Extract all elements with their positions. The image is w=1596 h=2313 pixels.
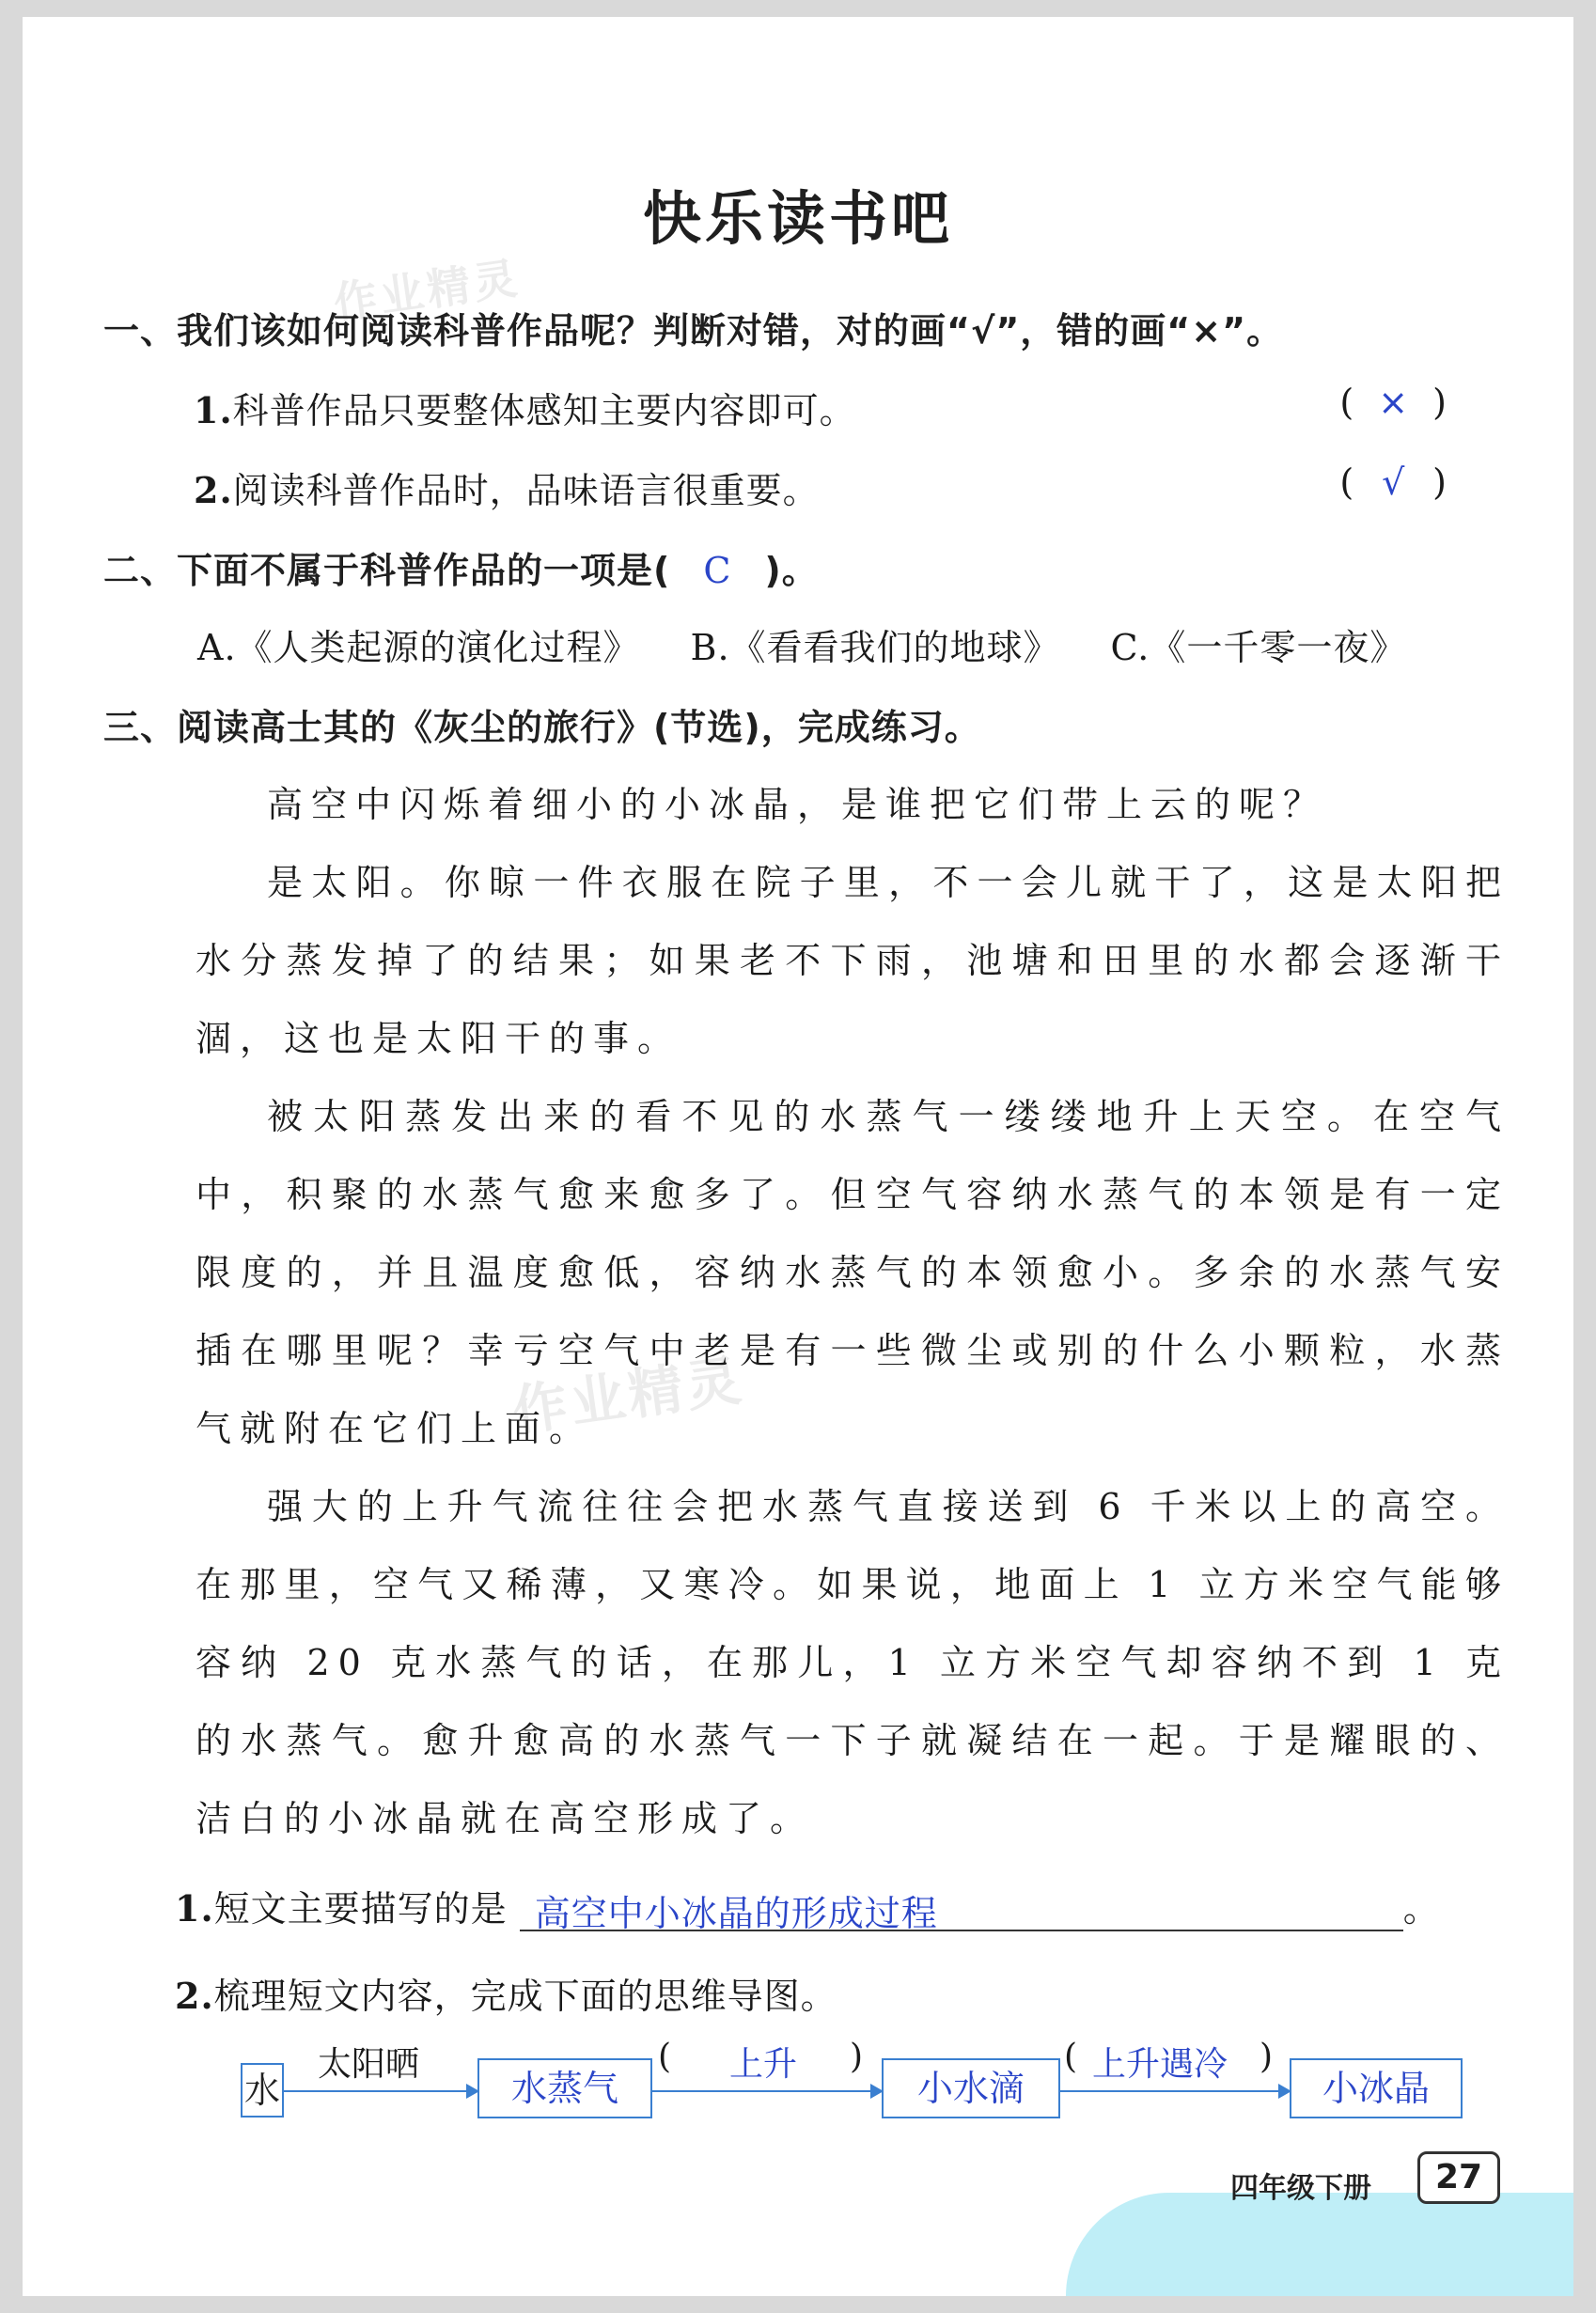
section2-heading-end: )。: [764, 550, 819, 591]
footer-corner-decoration: [1066, 2193, 1573, 2296]
page-title: 快乐读书吧: [642, 184, 953, 253]
question-end: 。: [1402, 1888, 1440, 1930]
mindmap-label-1: 太阳晒: [318, 2045, 420, 2084]
question-number: 2.: [194, 469, 233, 511]
options-row: [197, 618, 1406, 670]
mindmap-paren-close: ): [1260, 2038, 1274, 2076]
arrow-icon: [284, 2090, 477, 2092]
question-number: 1.: [175, 1887, 214, 1930]
mindmap-box-3: 小冰晶: [1290, 2058, 1463, 2118]
passage-paragraph: 强大的上升气流往往会把水蒸气直接送到 6 千米以上的高空。在那里，空气又稀薄，又寒冷。如果说，地面上 1 立方米空气能够容纳 20 克水蒸气的话，在那儿，1 立方米空气却容纳不到 1 克的水蒸气。愈升愈高的水蒸气一下子就凝结在一起。于是耀眼的、洁白的小冰晶就在高空形成了。: [196, 1486, 1510, 1839]
question-3-1: [175, 1880, 1440, 1934]
question-text: 阅读科普作品时，品味语言很重要。: [232, 470, 820, 511]
answer-mark: ×: [1378, 382, 1409, 423]
question-text: 短文主要描写的是: [213, 1888, 508, 1930]
mindmap-box-2: 小水滴: [882, 2058, 1060, 2118]
question-3-2: [175, 1967, 837, 2019]
option-a: A.《人类起源的演化过程》: [197, 627, 640, 668]
option-c: C.《一千零一夜》: [1110, 627, 1407, 668]
passage-paragraph: 高空中闪烁着细小的小冰晶，是谁把它们带上云的呢？: [267, 784, 1328, 825]
mindmap-paren-open: (: [1064, 2038, 1078, 2076]
mindmap-label-2: 上升: [729, 2045, 798, 2084]
section2-heading-start: 二、下面不属于科普作品的一项是(: [103, 550, 671, 591]
reading-passage: [196, 766, 1510, 1858]
option-b: B.《看看我们的地球》: [690, 627, 1060, 668]
page-number: 27: [1417, 2151, 1500, 2204]
arrow-icon: [652, 2090, 882, 2092]
passage-paragraph: 是太阳。你晾一件衣服在院子里，不一会儿就干了，这是太阳把水分蒸发掉了的结果；如果老不下雨，池塘和田里的水都会逐渐干涸，这也是太阳干的事。: [196, 862, 1510, 1059]
arrow-icon: [1060, 2090, 1290, 2092]
judge-question-2: [194, 461, 820, 513]
judge-answer-2: ( √ ): [1339, 461, 1447, 503]
answer-mark: √: [1382, 461, 1405, 503]
judge-question-1: [194, 382, 856, 433]
mindmap-paren-open: (: [658, 2038, 672, 2076]
passage-paragraph: 被太阳蒸发出来的看不见的水蒸气一缕缕地升上天空。在空气中，积聚的水蒸气愈来愈多了。但空气容纳水蒸气的本领是有一定限度的，并且温度愈低，容纳水蒸气的本领愈小。多余的水蒸气安插在哪里呢？幸亏空气中老是有一些微尘或别的什么小颗粒，水蒸气就附在它们上面。: [196, 1096, 1510, 1449]
answer-blank: 高空中小冰晶的形成过程: [520, 1884, 1403, 1931]
watermark: 作业精灵: [509, 1348, 749, 1444]
mindmap-box-1: 水蒸气: [477, 2058, 652, 2118]
grade-label: 四年级下册: [1230, 2172, 1371, 2205]
watermark: 作业精灵: [330, 252, 524, 329]
judge-answer-1: ( × ): [1339, 382, 1447, 423]
worksheet-page: [23, 17, 1573, 2296]
question-text: 科普作品只要整体感知主要内容即可。: [232, 390, 856, 431]
section3-heading: 三、阅读高士其的《灰尘的旅行》(节选)，完成练习。: [103, 707, 981, 748]
mindmap-paren-close: ): [850, 2038, 864, 2076]
question-number: 1.: [194, 389, 233, 431]
section2-heading: [103, 541, 819, 593]
question-number: 2.: [175, 1975, 214, 2017]
section2-answer: C: [703, 550, 732, 591]
question-text: 梳理短文内容，完成下面的思维导图。: [213, 1976, 837, 2017]
section1-heading: 一、我们该如何阅读科普作品呢？判断对错，对的画“√”，错的画“×”。: [103, 310, 1284, 352]
mindmap-label-3: 上升遇冷: [1092, 2045, 1228, 2084]
mindmap-start-box: 水: [241, 2063, 284, 2118]
